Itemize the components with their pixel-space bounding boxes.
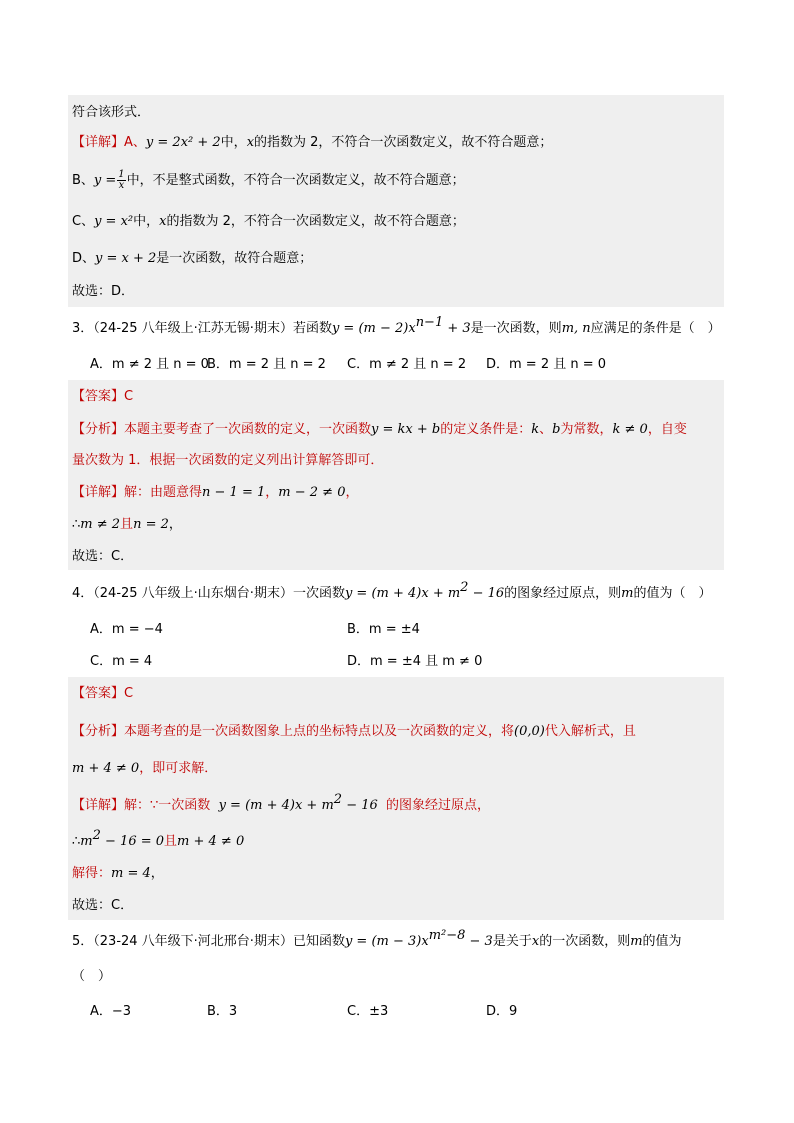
text: 的一次函数，则 [539,934,631,949]
q4-option-b: B．m = ±4 [347,622,420,637]
math-expr: y = (m − 3)x [344,934,429,949]
math-exponent: 2 [92,828,101,843]
text: ，自变 [647,422,687,437]
text: 故选：C． [72,549,134,564]
text: （ ） [72,969,112,984]
text: 的值为（ ） [633,586,712,601]
text: 代入解析式，且 [544,724,636,739]
option-label: C、 [72,214,95,229]
detail-line-d [72,250,312,268]
text: ，即可求解． [139,761,218,776]
text: 是关于 [492,934,532,949]
solution-block-q3 [68,380,724,570]
math-var: k [531,422,540,437]
analysis-tag: 【分析】 [72,724,125,739]
text: 中，不是整式函数，不符合一次函数定义，故不符合题意； [126,173,465,188]
text: ， [150,866,164,881]
detail-line-a [72,134,552,152]
analysis-line-2 [72,452,383,470]
choice-line [72,897,133,915]
math-expr: − 3 [465,934,493,949]
math-expr: m ≠ 2 [80,517,121,532]
text: 、 [539,422,553,437]
question-4-stem [72,580,712,603]
text: 的定义条件是： [440,422,532,437]
math-expr: m + 4 ≠ 0 [72,761,140,776]
q5-option-c: C．±3 [347,1004,389,1019]
math-expr: − 16 [342,798,378,813]
option-label: A、 [124,135,146,150]
analysis-tag: 【分析】 [72,422,125,437]
q3-option-d: D．m = 2 且 n = 0 [486,357,607,372]
q3-option-a: A．m ≠ 2 且 n = 0 [90,357,209,372]
text: 本题主要考查了一次函数的定义，一次函数 [124,422,372,437]
q4-option-d: D．m = ±4 且 m ≠ 0 [347,654,483,669]
denominator: x [118,180,125,191]
text: 解：由题意得 [124,485,203,500]
math-var: x [531,934,540,949]
text: 的图象经过原点， [386,798,491,813]
detail-tag: 【详解】 [72,485,125,500]
detail-line-1 [72,484,358,502]
text: 解得： [72,866,112,881]
detail-line-2 [72,828,245,851]
analysis-line-1 [72,723,636,741]
text: 的图象经过原点，则 [504,586,622,601]
text: 符合该形式． [72,105,151,120]
text: 故选：C． [72,898,134,913]
math-var: x [159,214,167,229]
math-expr: y = x² [94,214,134,229]
answer-line [72,388,133,406]
math-expr: m [80,834,93,849]
math-expr: k ≠ 0 [612,422,648,437]
analysis-line-2 [72,760,217,778]
detail-line-2 [72,516,182,534]
text: 且 [120,517,134,532]
math-expr: y = 2x² + 2 [145,135,221,150]
option-label: B、 [72,173,94,188]
text: 的值为 [642,934,682,949]
detail-tag: 【详解】 [72,135,125,150]
math-expr: n − 1 = 1 [202,485,266,500]
q5-option-b: B．3 [207,1004,238,1019]
question-5-paren [72,968,111,986]
text: ， [168,517,182,532]
math-var: b [552,422,561,437]
math-expr: m + 4 ≠ 0 [177,834,245,849]
text: 的指数为 2，不符合一次函数定义，故不符合题意； [254,135,553,150]
text: 中， [220,135,247,150]
math-exponent: m²−8 [428,928,466,943]
therefore-sign: ∴ [72,517,81,532]
answer-value: C [124,686,134,701]
answer-value: C [124,389,134,404]
math-var: m [630,934,643,949]
text: 本题考查的是一次函数图象上点的坐标特点以及一次函数的定义，将 [124,724,515,739]
math-exponent: n−1 [415,315,444,330]
q5-option-d: D．9 [486,1004,518,1019]
math-expr: (0,0) [514,724,545,739]
math-expr: − 16 [468,586,505,601]
solution-block-q2 [68,95,724,307]
choice-line [72,283,134,301]
math-exponent: 2 [460,580,469,595]
math-exponent: 2 [333,792,343,807]
question-5-stem [72,928,682,951]
text: 且 [164,834,178,849]
text: 的指数为 2，不符合一次函数定义，故不符合题意； [166,214,465,229]
text: 解：∵一次函数 [124,798,211,813]
answer-tag: 【答案】 [72,389,125,404]
q5-option-a: A．−3 [90,1004,132,1019]
numerator: 1 [118,169,125,180]
text: 故选：D． [72,284,135,299]
detail-line-3 [72,865,164,883]
math-expr: m − 2 ≠ 0 [278,485,346,500]
question-3-stem [72,315,721,338]
text: ， [265,485,279,500]
option-label: D、 [72,251,96,266]
q3-option-c: C．m ≠ 2 且 n = 2 [347,357,467,372]
text: 为常数， [560,422,613,437]
text: 中， [133,214,160,229]
question-header: 3．（24-25 八年级上·江苏无锡·期末）若函数 [72,321,332,336]
detail-line-c [72,213,465,231]
math-var: m [621,586,634,601]
math-expr: y = (m − 2)x [331,321,416,336]
text: ， [345,485,359,500]
text: 应满足的条件是（ ） [590,321,721,336]
detail-line-1 [72,792,491,815]
question-header: 4．（24-25 八年级上·山东烟台·期末）一次函数 [72,586,345,601]
choice-line [72,548,133,566]
math-expr: y = kx + b [371,422,441,437]
question-header: 5．（23-24 八年级下·河北邢台·期末）已知函数 [72,934,345,949]
detail-line-b [72,170,465,191]
answer-tag: 【答案】 [72,686,125,701]
math-expr: y = (m + 4)x + m [344,586,461,601]
text: 是一次函数，则 [470,321,562,336]
math-expr: y = (m + 4)x + m [218,798,334,813]
math-expr: n = 2 [133,517,169,532]
text: 量次数为 1．根据一次函数的定义列出计算解答即可． [72,453,384,468]
analysis-line-1 [72,421,687,439]
answer-line [72,685,133,703]
q4-option-a: A．m = −4 [90,622,163,637]
math-expr: y = [93,173,117,188]
math-expr: y = x + 2 [95,251,157,266]
q3-option-b: B．m = 2 且 n = 2 [207,357,326,372]
text: 是一次函数，故符合题意； [156,251,313,266]
fraction [117,170,125,191]
math-expr: − 16 = 0 [100,834,165,849]
math-var: m, n [561,321,591,336]
q4-option-c: C．m = 4 [90,654,153,669]
therefore-sign: ∴ [72,834,81,849]
math-expr: + 3 [443,321,471,336]
math-expr: m = 4 [111,866,151,881]
detail-tag: 【详解】 [72,798,125,813]
text-line [72,104,150,122]
math-var: x [246,135,255,150]
